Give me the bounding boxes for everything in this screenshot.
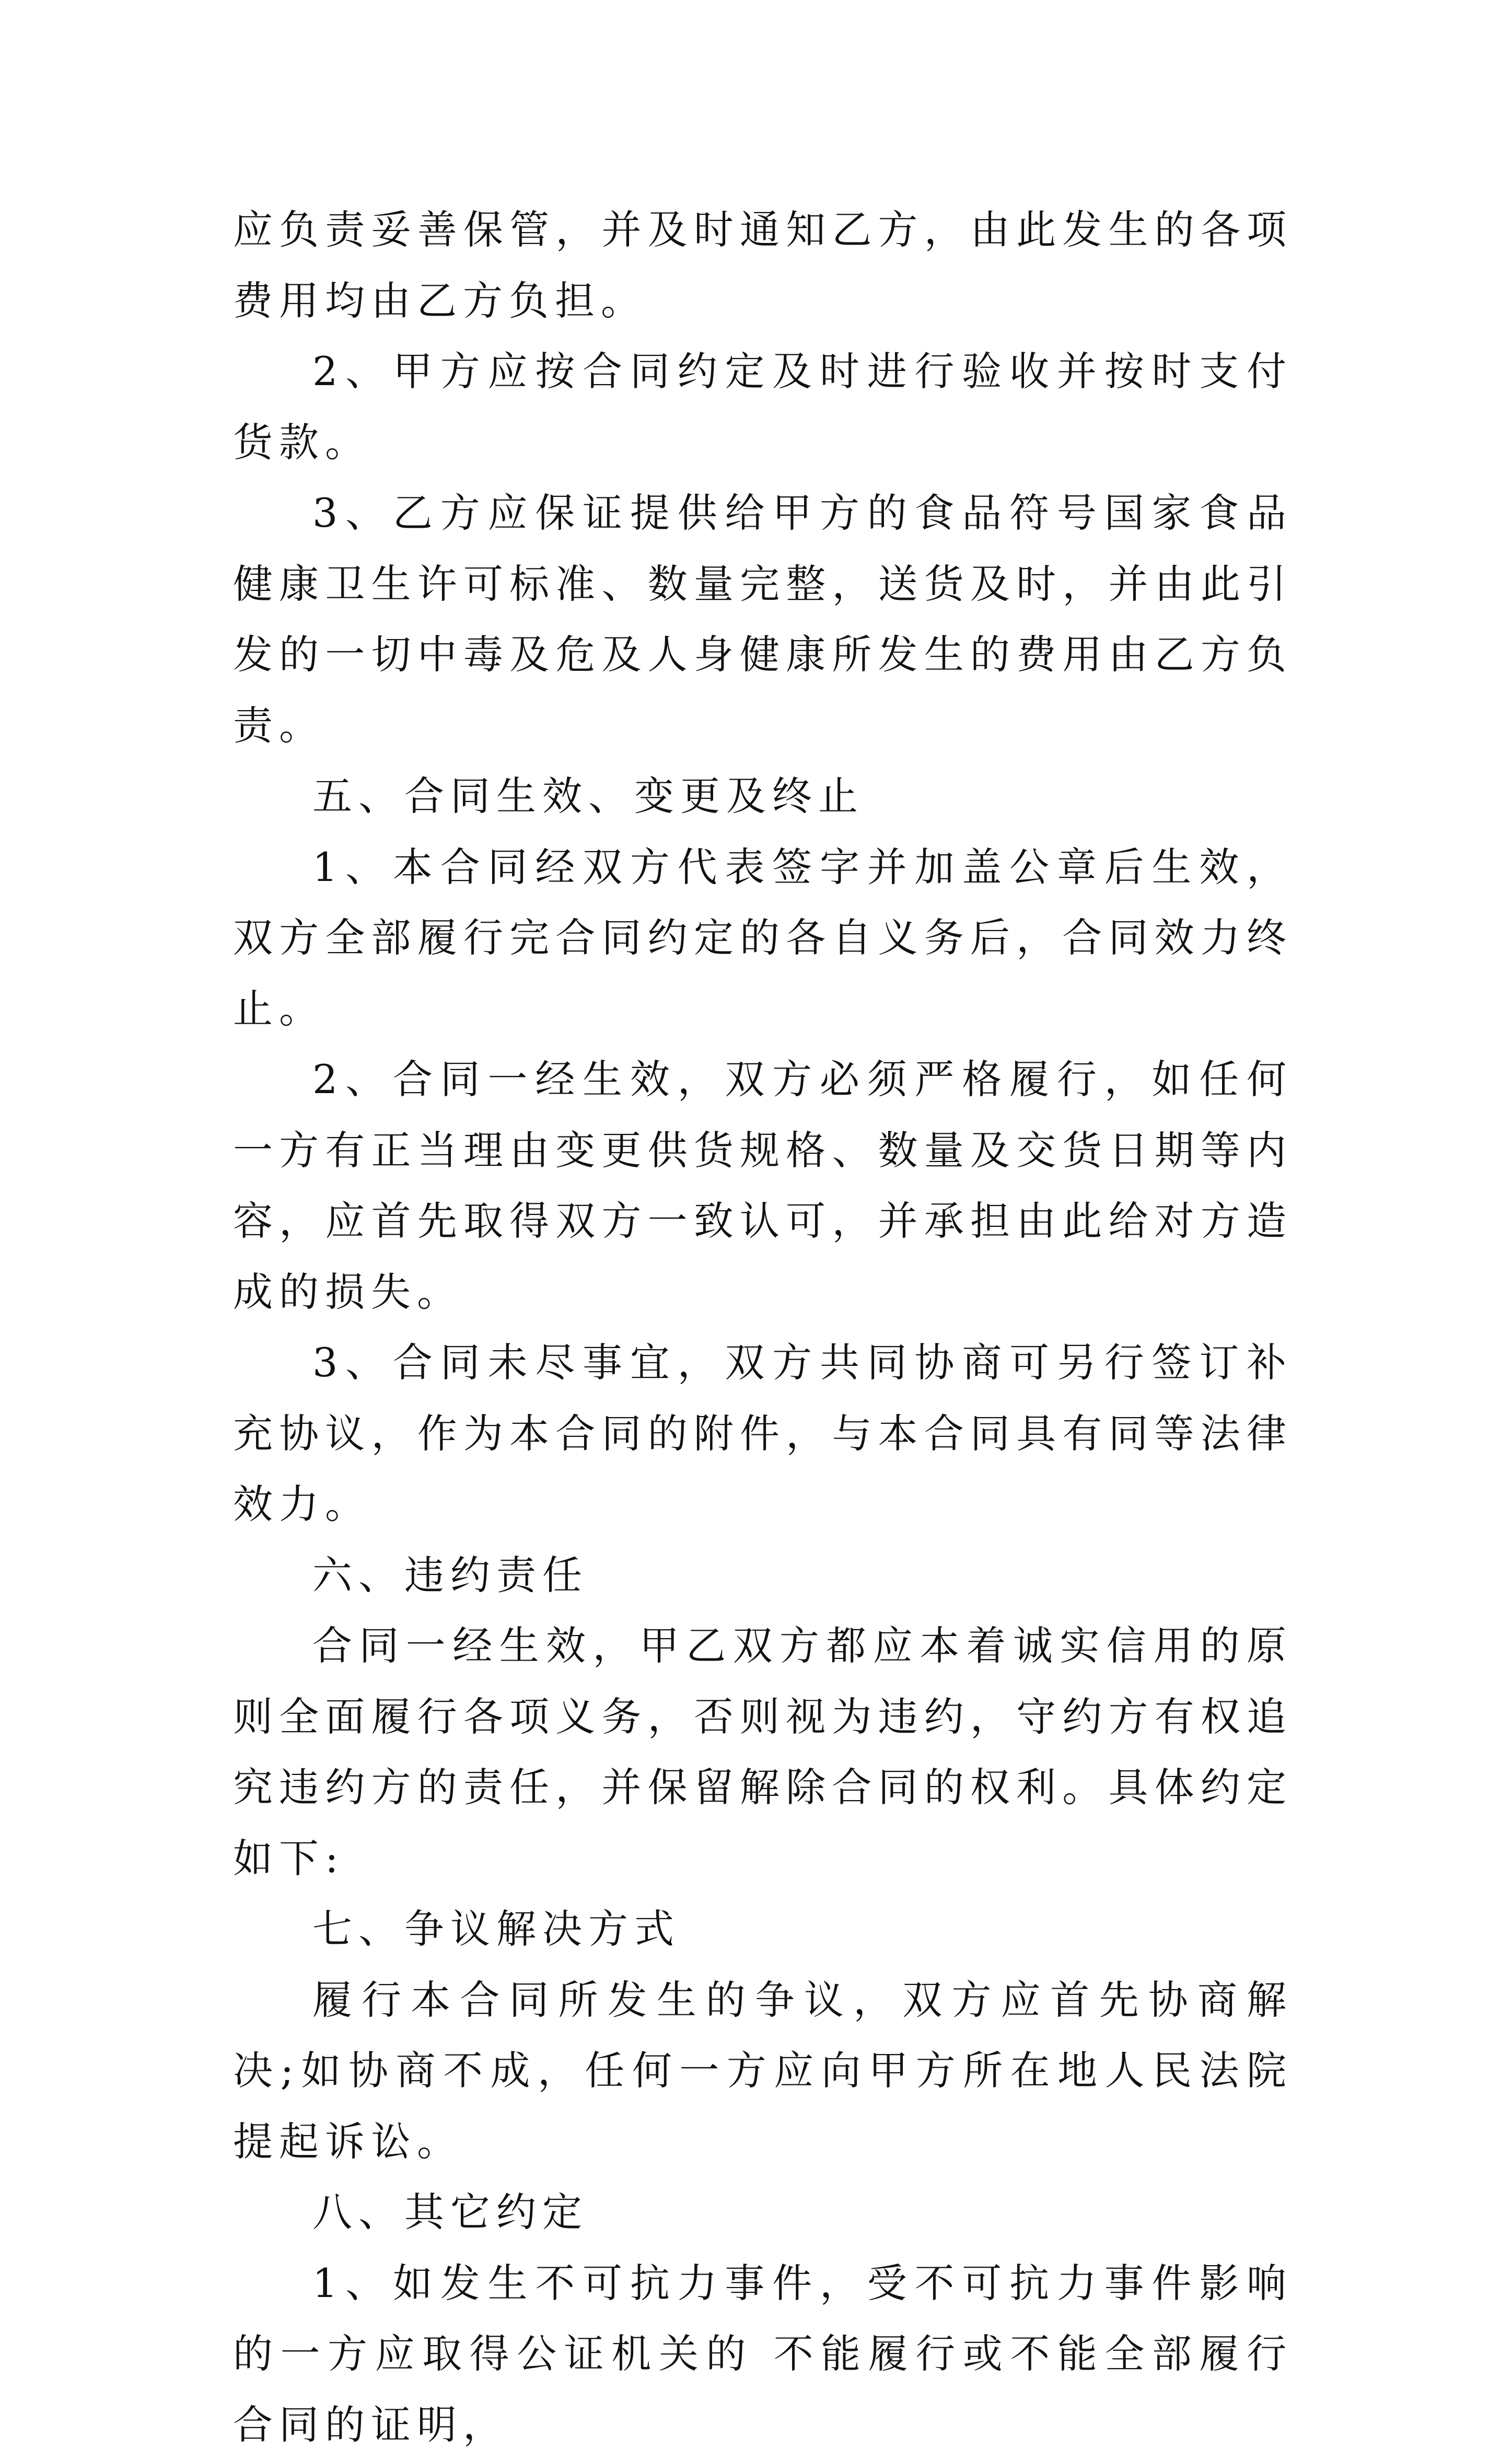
paragraph-clause-6: 合同一经生效，甲乙双方都应本着诚实信用的原则全面履行各项义务，否则视为违约，守约方有权追究违约方的责任，并保留解除合同的权利。具体约定如下: bbox=[233, 1610, 1293, 1894]
section-heading-5: 五、合同生效、变更及终止 bbox=[233, 761, 1293, 832]
section-heading-8: 八、其它约定 bbox=[233, 2177, 1293, 2248]
paragraph-storage-responsibility: 应负责妥善保管，并及时通知乙方，由此发生的各项费用均由乙方负担。 bbox=[233, 194, 1293, 336]
section-heading-6: 六、违约责任 bbox=[233, 1540, 1293, 1611]
paragraph-clause-4-3: 3、乙方应保证提供给甲方的食品符号国家食品健康卫生许可标准、数量完整，送货及时，并由此引发的一切中毒及危及人身健康所发生的费用由乙方负责。 bbox=[233, 478, 1293, 761]
paragraph-clause-5-3: 3、合同未尽事宜，双方共同协商可另行签订补充协议，作为本合同的附件，与本合同具有同等法律效力。 bbox=[233, 1327, 1293, 1540]
paragraph-clause-5-1: 1、本合同经双方代表签字并加盖公章后生效，双方全部履行完合同约定的各自义务后，合同效力终止。 bbox=[233, 832, 1293, 1045]
paragraph-clause-8-1: 1、如发生不可抗力事件，受不可抗力事件影响的一方应取得公证机关的 不能履行或不能全部履行合同的证明， bbox=[233, 2248, 1293, 2460]
paragraph-clause-4-2: 2、甲方应按合同约定及时进行验收并按时支付货款。 bbox=[233, 336, 1293, 478]
paragraph-clause-5-2: 2、合同一经生效，双方必须严格履行，如任何一方有正当理由变更供货规格、数量及交货日期等内容，应首先取得双方一致认可，并承担由此给对方造成的损失。 bbox=[233, 1044, 1293, 1327]
document-body bbox=[233, 194, 1293, 2460]
section-heading-7: 七、争议解决方式 bbox=[233, 1894, 1293, 1965]
paragraph-clause-7: 履行本合同所发生的争议，双方应首先协商解决;如协商不成，任何一方应向甲方所在地人民法院提起诉讼。 bbox=[233, 1965, 1293, 2177]
